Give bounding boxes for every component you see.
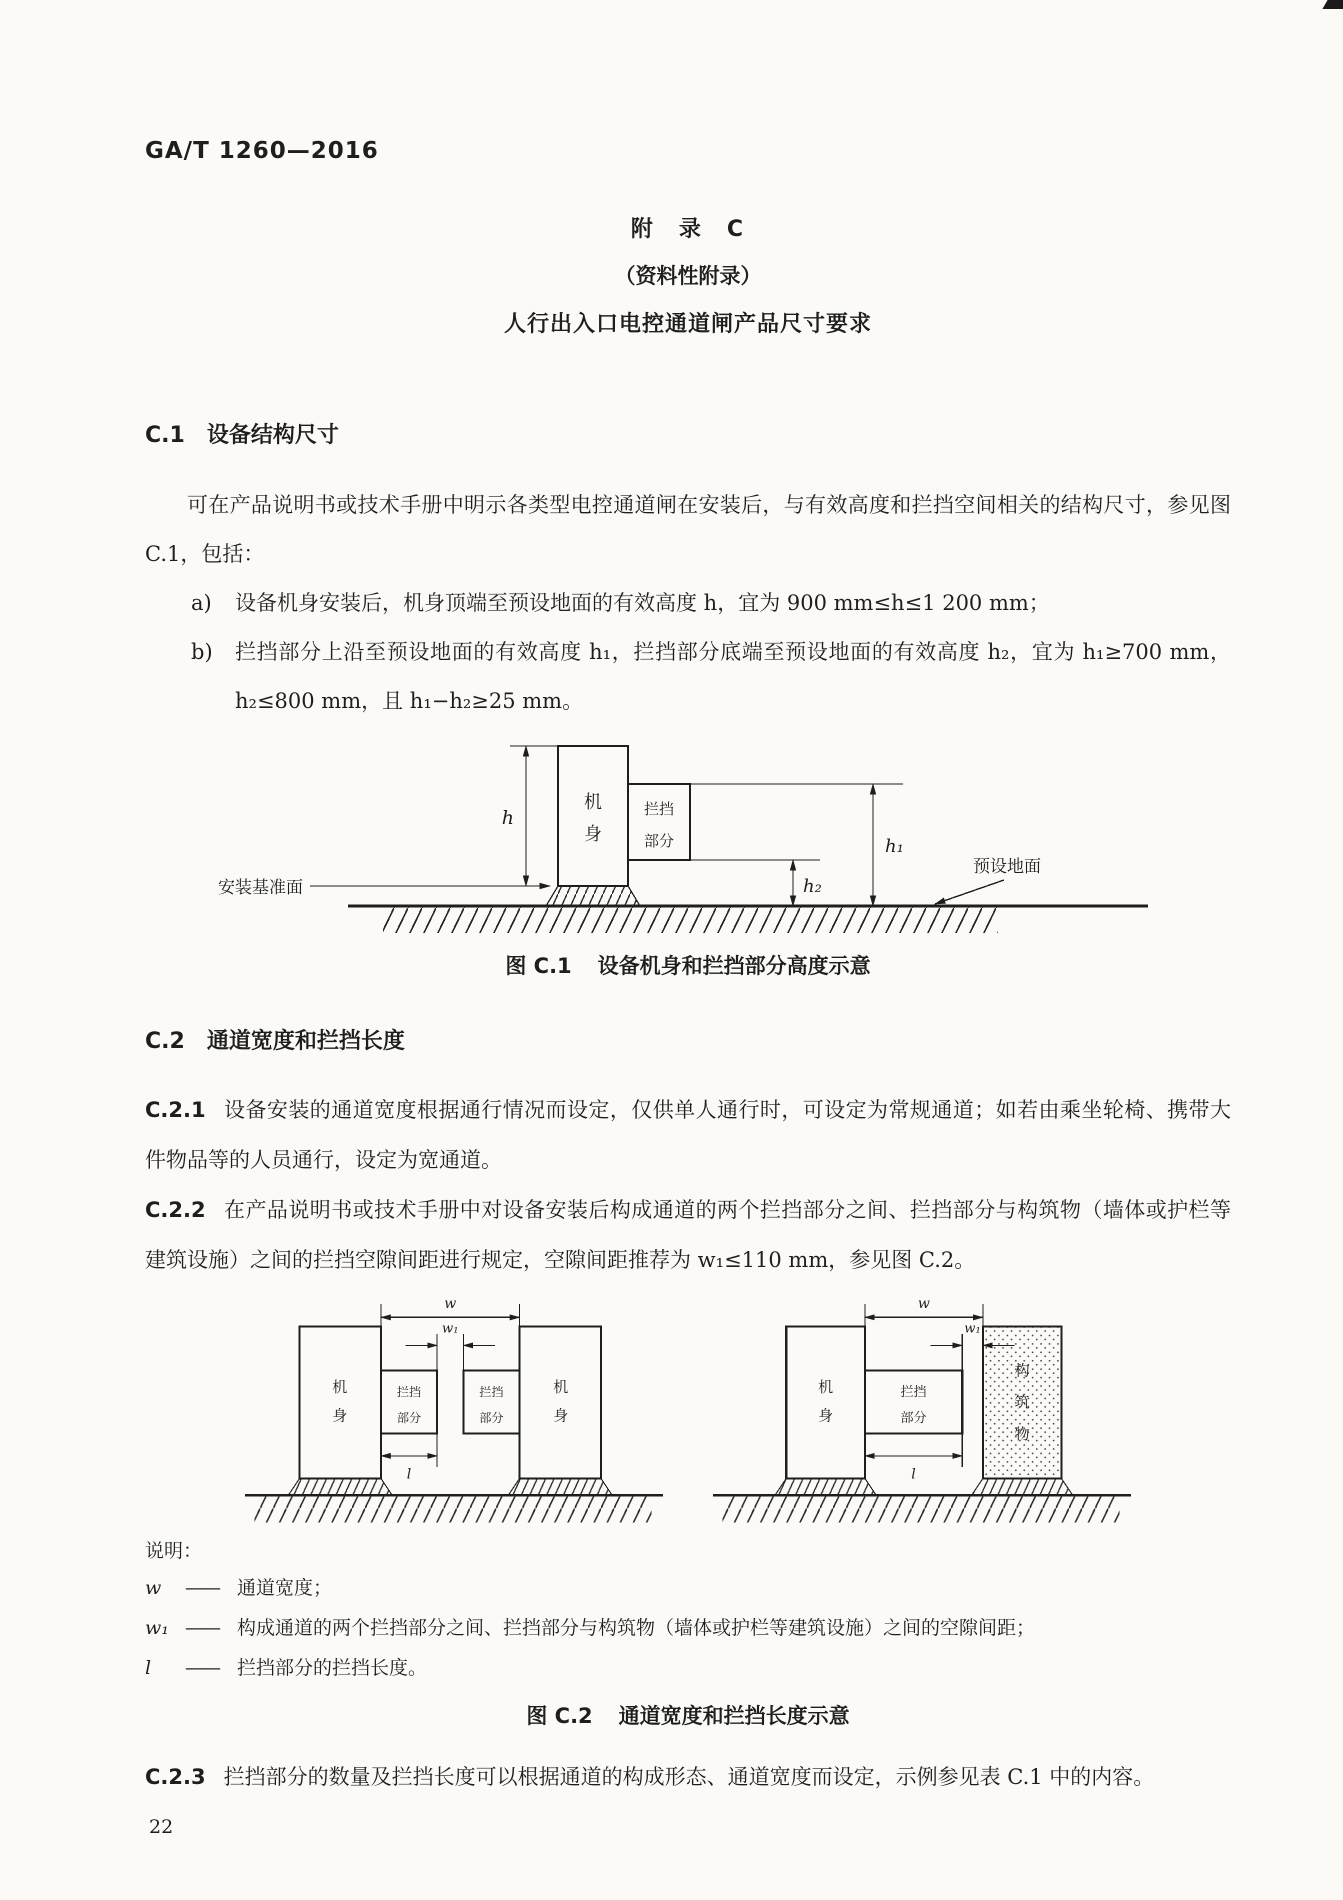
list-item-a (145, 579, 1231, 628)
legend-dash: —— (185, 1577, 219, 1599)
machine-body-right-label-1: 机 (553, 1378, 569, 1397)
machine-foundation (546, 886, 640, 906)
machine-body-box (558, 746, 628, 886)
c1-intro-paragraph: 可在产品说明书或技术手册中明示各类型电控通道闸在安装后，与有效高度和拦挡空间相关的结构尺寸，参见图 C.1，包括： (145, 493, 1231, 566)
appendix-header (145, 212, 1231, 338)
figure-c1-caption-text: 设备机身和拦挡部分高度示意 (597, 954, 871, 978)
machine-body-box (786, 1327, 865, 1479)
figure-c1-caption (145, 950, 1231, 980)
appendix-title: 附 录 C (630, 217, 746, 242)
barrier-left-label-1: 拦挡 (396, 1384, 422, 1399)
machine-body-left-label-1: 机 (332, 1378, 348, 1397)
list-item-b-text: 拦挡部分上沿至预设地面的有效高度 h₁，拦挡部分底端至预设地面的有效高度 h₂，宜为 h₁≥700 mm，h₂≤800 mm，且 h₁−h₂≥25 mm。 (235, 640, 1231, 713)
section-c1-number: C.1 (145, 423, 185, 448)
clause-c22-text: 在产品说明书或技术手册中对设备安装后构成通道的两个拦挡部分之间、拦挡部分与构筑物（墙体或护栏等建筑设施）之间的拦挡空隙间距进行规定，空隙间距推荐为 w₁≤110 mm，参见图 C.2。 (145, 1198, 1231, 1272)
machine-body-right-box (520, 1327, 601, 1479)
structure-label-1: 构 (1014, 1361, 1030, 1380)
legend-symbol: w₁ (145, 1617, 169, 1639)
h2-label: h₂ (803, 876, 822, 897)
structure-foundation (972, 1478, 1073, 1495)
w-label: w (917, 1295, 930, 1312)
list-item-b (145, 628, 1231, 726)
section-c2-number: C.2 (145, 1029, 185, 1054)
machine-body-label-2: 身 (818, 1406, 834, 1425)
preset-ground-arrow (935, 880, 1004, 904)
list-item-a-label: a) (191, 591, 212, 615)
legend-title: 说明： (145, 1540, 203, 1562)
page-number: 22 (149, 1816, 174, 1838)
figure-c1-diagram (198, 734, 1178, 934)
clause-c21-number: C.2.1 (145, 1098, 206, 1122)
clause-c23 (145, 1752, 1231, 1802)
figure-c1 (145, 734, 1231, 980)
machine-body-label-1: 机 (818, 1378, 834, 1397)
ground-hatch (383, 907, 998, 933)
clause-c23-text: 拦挡部分的数量及拦挡长度可以根据通道的构成形态、通道宽度而设定，示例参见表 C.1 中的内容。 (223, 1765, 1155, 1789)
barrier-label-1: 拦挡 (643, 800, 675, 818)
w1-label: w₁ (442, 1321, 459, 1337)
figure-c1-caption-number: 图 C.1 (505, 954, 572, 978)
barrier-right-label-2: 部分 (479, 1411, 504, 1426)
legend-symbol: w (145, 1577, 162, 1599)
figure-c2-caption-text: 通道宽度和拦挡长度示意 (618, 1704, 850, 1728)
h1-label: h₁ (885, 836, 904, 857)
ground-hatch (723, 1496, 1120, 1522)
barrier-label-2: 部分 (900, 1411, 927, 1427)
preset-ground-label: 预设地面 (973, 857, 1041, 877)
list-item-a-text: 设备机身安装后，机身顶端至预设地面的有效高度 h，宜为 900 mm≤h≤1 200 mm； (235, 591, 1050, 615)
l-label: l (911, 1466, 916, 1483)
barrier-left-label-2: 部分 (396, 1411, 422, 1426)
machine-body-label-1: 机 (584, 792, 602, 813)
section-c1-title: 设备结构尺寸 (206, 423, 339, 448)
barrier-label-1: 拦挡 (900, 1384, 927, 1400)
machine-foundation-left (288, 1478, 392, 1495)
barrier-label-2: 部分 (643, 832, 675, 850)
machine-foundation (775, 1478, 876, 1495)
legend-dash: —— (185, 1657, 219, 1679)
scan-artifact (1322, 0, 1343, 9)
structure-label-2: 筑 (1014, 1393, 1030, 1412)
appendix-heading: 人行出入口电控通道闸产品尺寸要求 (503, 312, 872, 337)
base-plane-label: 安装基准面 (218, 878, 303, 898)
figure-c2-right-diagram (702, 1291, 1142, 1530)
appendix-subtitle: （资料性附录） (614, 264, 762, 288)
structure-label-3: 物 (1014, 1425, 1030, 1444)
barrier-right-label-1: 拦挡 (479, 1384, 504, 1399)
legend-desc: 通道宽度； (237, 1577, 333, 1599)
machine-body-label-2: 身 (584, 824, 602, 845)
legend-item-w (145, 1568, 1231, 1608)
legend-symbol: l (145, 1657, 152, 1679)
legend-desc: 构成通道的两个拦挡部分之间、拦挡部分与构筑物（墙体或护栏等建筑设施）之间的空隙间距； (237, 1617, 1036, 1639)
clause-c22 (145, 1185, 1231, 1285)
machine-body-right-label-2: 身 (553, 1406, 569, 1425)
figure-c2-caption-number: 图 C.2 (526, 1704, 593, 1728)
machine-body-left-box (300, 1327, 381, 1479)
legend-item-w1 (145, 1608, 1231, 1648)
section-c2-title: 通道宽度和拦挡长度 (206, 1029, 405, 1054)
machine-foundation-right (508, 1478, 612, 1495)
standard-code: GA/T 1260—2016 (145, 138, 379, 164)
w-label: w (444, 1295, 457, 1312)
ground-hatch (255, 1496, 652, 1522)
clause-c22-number: C.2.2 (145, 1198, 206, 1222)
h-label: h (501, 807, 514, 829)
section-c2-heading (145, 1024, 1231, 1055)
figure-c2-left-diagram (234, 1291, 674, 1530)
clause-c23-number: C.2.3 (145, 1765, 206, 1789)
section-c1-heading (145, 418, 1231, 449)
machine-body-left-label-2: 身 (332, 1406, 348, 1425)
clause-c21-text: 设备安装的通道宽度根据通行情况而设定，仅供单人通行时，可设定为常规通道；如若由乘坐轮椅、携带大件物品等的人员通行，设定为宽通道。 (145, 1098, 1231, 1172)
legend-desc: 拦挡部分的拦挡长度。 (237, 1657, 428, 1679)
figure-c2-legend (145, 1534, 1231, 1688)
figure-c2-caption (145, 1700, 1231, 1730)
clause-c21 (145, 1085, 1231, 1185)
legend-dash: —— (185, 1617, 219, 1639)
legend-item-l (145, 1648, 1231, 1688)
l-label: l (406, 1466, 412, 1483)
w1-label: w₁ (964, 1321, 981, 1337)
list-item-b-label: b) (191, 640, 213, 664)
figure-c2 (145, 1291, 1231, 1530)
